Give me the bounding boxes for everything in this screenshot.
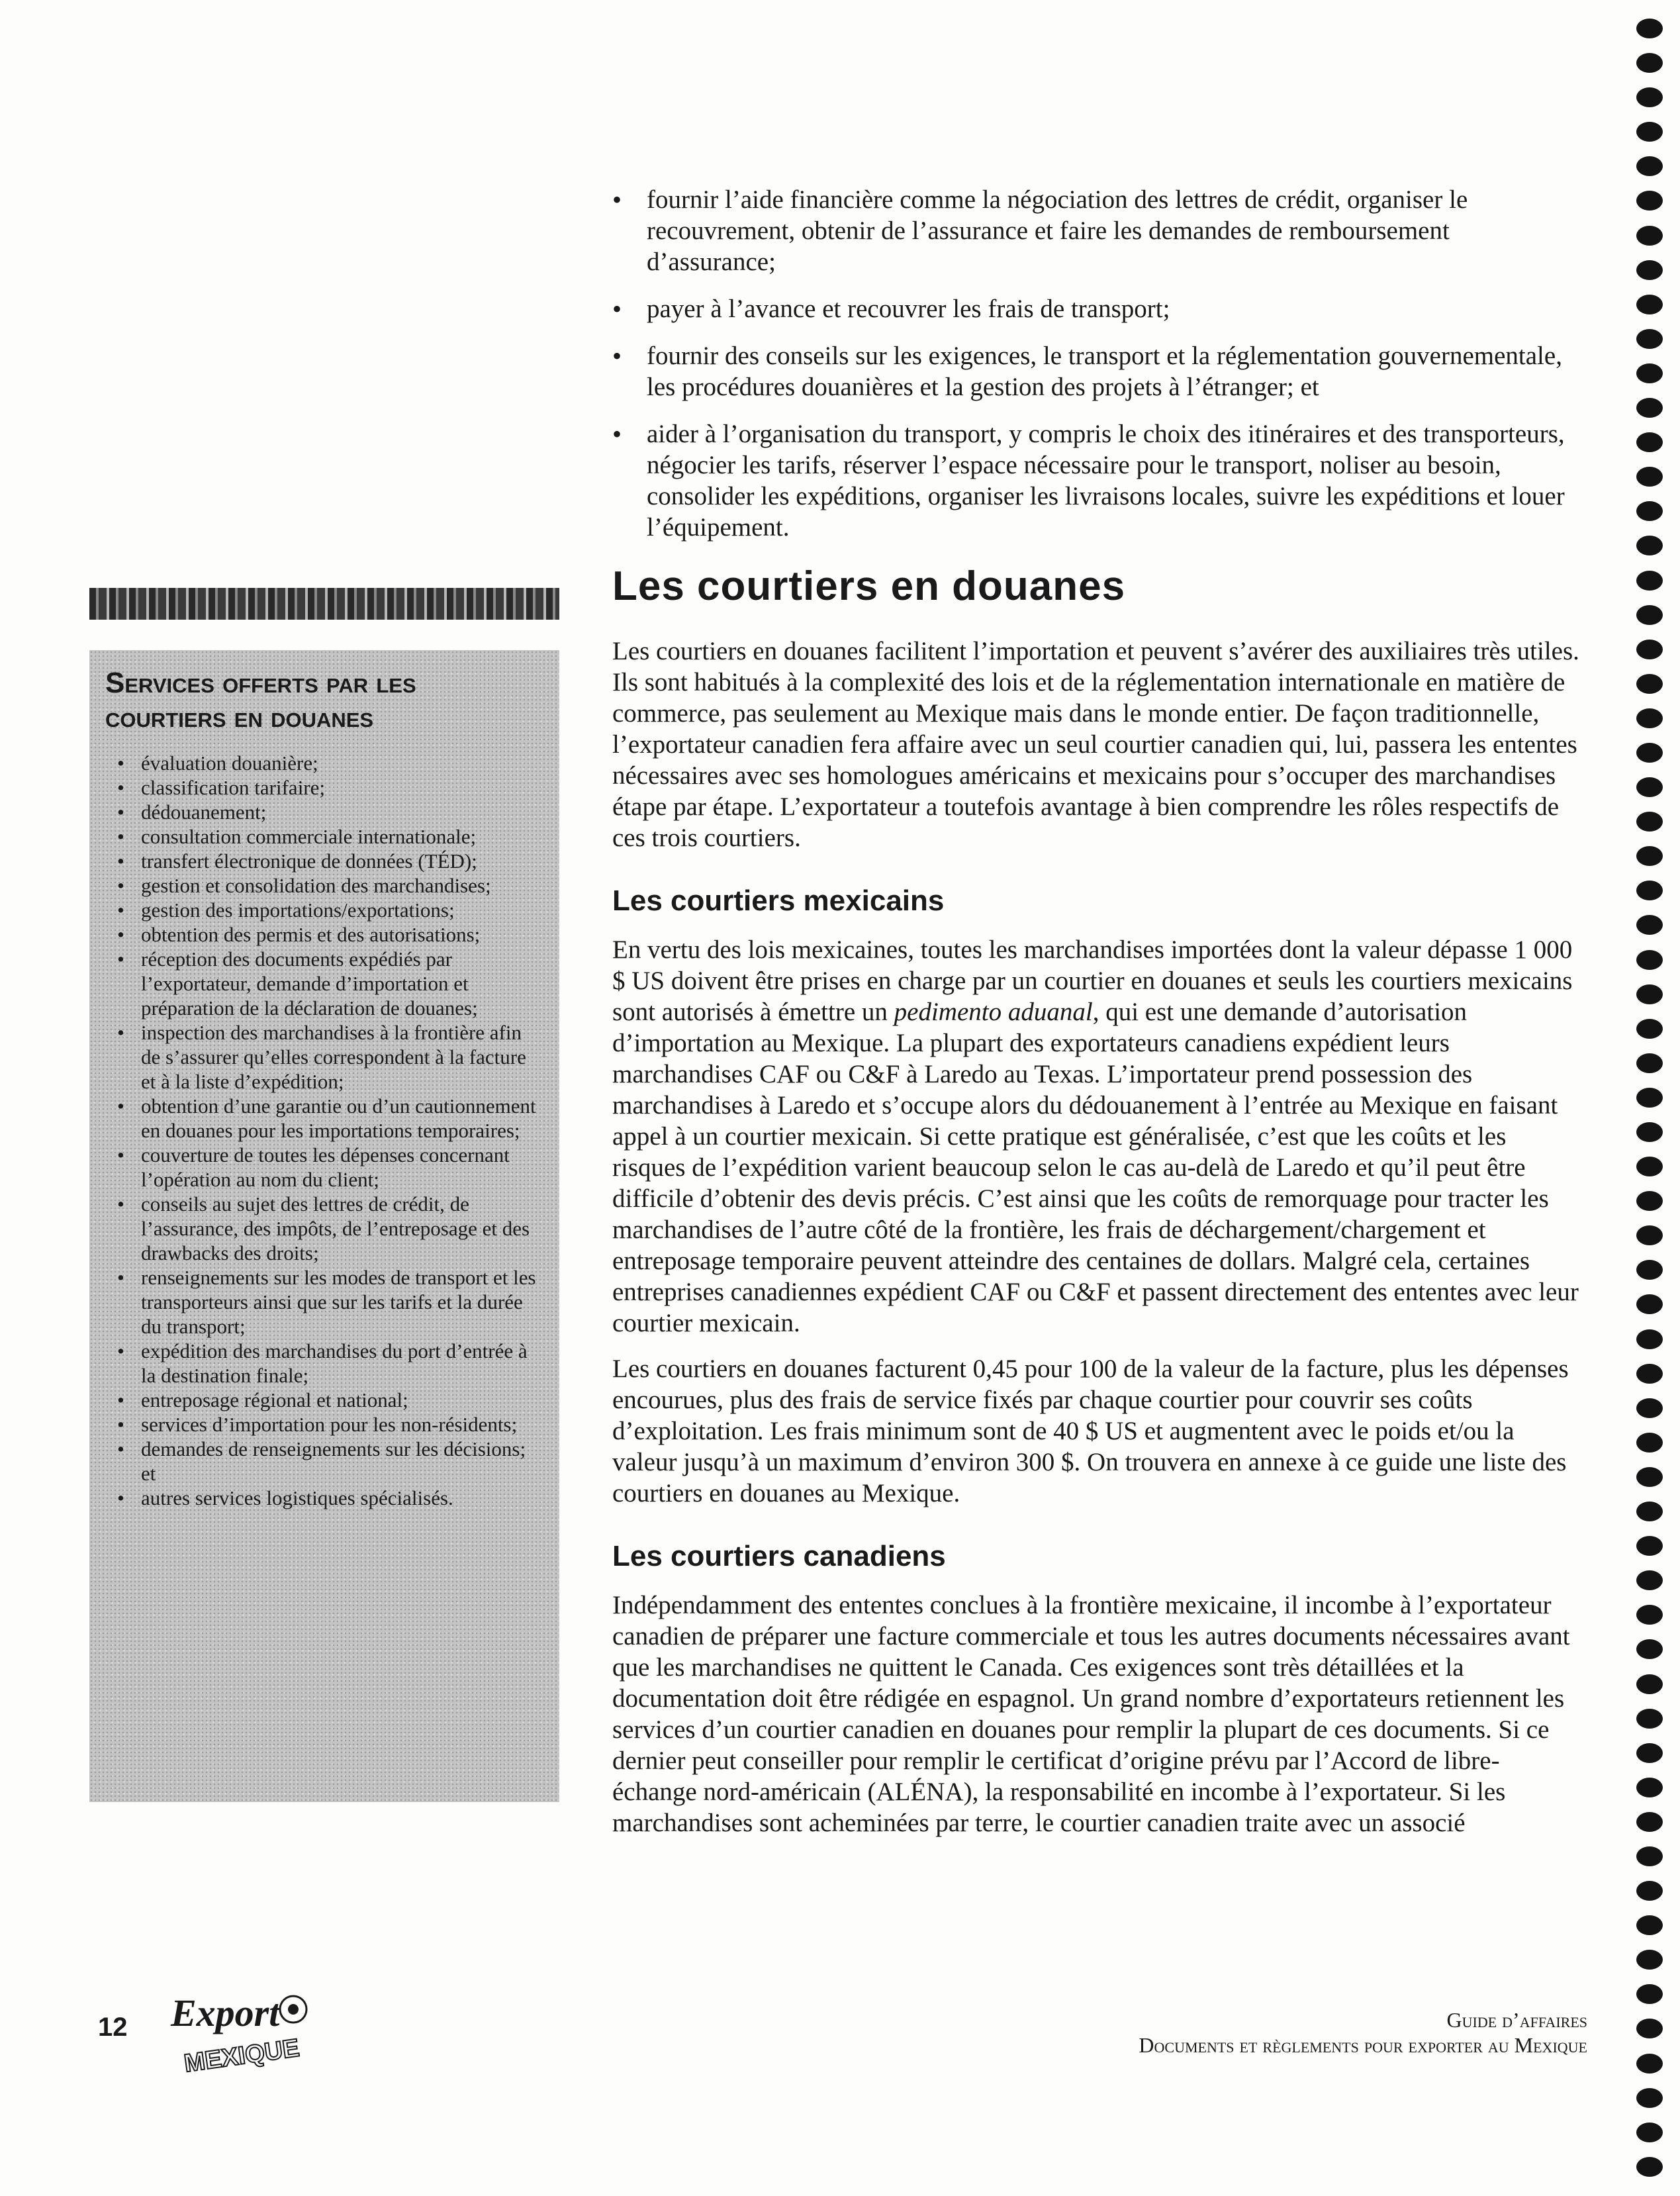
binding-hole <box>1636 1743 1663 1763</box>
binding-hole <box>1636 777 1663 797</box>
binding-hole <box>1636 1639 1663 1659</box>
binding-hole <box>1636 1674 1663 1694</box>
binding-hole <box>1636 1260 1663 1280</box>
sidebar-title <box>105 666 543 735</box>
binding-hole <box>1636 640 1663 659</box>
binding-hole <box>1636 743 1663 763</box>
binding-hole <box>1636 1915 1663 1935</box>
binding-hole <box>1636 295 1663 314</box>
binding-hole <box>1636 1329 1663 1349</box>
sidebar-list-item: • conseils au sujet des lettres de crédit, de l’assurance, des impôts, de l’entreposage et des drawbacks des droits; <box>105 1192 543 1265</box>
binding-hole <box>1636 2157 1663 2177</box>
intro-bullet-list <box>612 184 1582 543</box>
sidebar-list-item: • transfert électronique de données (TÉD); <box>105 849 543 873</box>
sidebar-list-item: • gestion et consolidation des marchandises; <box>105 873 543 898</box>
binding-hole <box>1636 1846 1663 1866</box>
sidebar-list-item: • obtention des permis et des autorisations; <box>105 922 543 947</box>
binding-hole <box>1636 1157 1663 1176</box>
sidebar-list-item: • obtention d’une garantie ou d’un cautionnement en douanes pour les importations temporaires; <box>105 1094 543 1143</box>
list-item: • aider à l’organisation du transport, y compris le choix des itinéraires et des transporteurs, négocier les tarifs, réserver l’espace nécessaire pour le transport, noliser au besoin, consolider les expéditions, organiser les livraisons locales, suivre les expéditions et louer l’équipement. <box>612 418 1582 543</box>
binding-hole <box>1636 1950 1663 1970</box>
sidebar-list-item: • entreposage régional et national; <box>105 1388 543 1412</box>
binding-hole <box>1636 1467 1663 1487</box>
binding-hole <box>1636 398 1663 418</box>
binding-hole <box>1636 260 1663 280</box>
binding-hole <box>1636 329 1663 349</box>
binding-hole <box>1636 191 1663 211</box>
sidebar-list-item: • consultation commerciale internationale; <box>105 824 543 849</box>
sidebar-title-line: courtiers en douanes <box>105 701 374 734</box>
sidebar-list-item: • gestion des importations/exportations; <box>105 898 543 922</box>
binding-hole <box>1636 1433 1663 1453</box>
binding-hole <box>1636 122 1663 142</box>
footer <box>1139 2007 1587 2058</box>
mexicains-paragraph-1 <box>612 934 1582 1339</box>
guide-subtitle: Documents et règlements pour exporter au Mexique <box>1139 2033 1587 2057</box>
sidebar-title-line: Services offerts par les <box>105 667 416 699</box>
binding-hole <box>1636 1881 1663 1901</box>
main-column <box>612 184 1582 1853</box>
binding-hole <box>1636 1088 1663 1108</box>
sidebar-list-item: • services d’importation pour les non-résidents; <box>105 1412 543 1437</box>
binding-hole <box>1636 1191 1663 1211</box>
canadiens-paragraph-1: Indépendamment des ententes conclues à la frontière mexicaine, il incombe à l’exportateur canadien de préparer une facture commerciale et tous les autres documents nécessaires avant que les marchandises ne quittent le Canada. Ces exigences sont très détaillées et la documentation doit être rédigée en espagnol. Un grand nombre d’exportateurs retiennent les services d’un courtier canadien en douanes pour remplir la plupart de ces documents. Si ce dernier peut conseiller pour remplir le certificat d’origine prévu par l’Accord de libre-échange nord-américain (ALÉNA), la responsabilité en incombe à l’exportateur. Si les marchandises sont acheminées par terre, le courtier canadien traite avec un associé <box>612 1591 1570 1837</box>
binding-hole <box>1636 1398 1663 1418</box>
binding-hole <box>1636 501 1663 521</box>
binding-hole <box>1636 708 1663 728</box>
binding-hole <box>1636 19 1663 38</box>
binding-hole <box>1636 536 1663 555</box>
spanish-term: pedimento aduanal <box>894 998 1093 1026</box>
sidebar-list-item: • réception des documents expédiés par l’exportateur, demande d’importation et préparation de la déclaration de douanes; <box>105 947 543 1020</box>
binding-hole <box>1636 1225 1663 1245</box>
binding-hole <box>1636 881 1663 900</box>
page-number: 12 <box>98 2013 128 2042</box>
logo-line-2: MEXIQUE <box>182 2034 301 2078</box>
sidebar-list-item: • renseignements sur les modes de transport et les transporteurs ainsi que sur les tarifs et la durée du transport; <box>105 1265 543 1339</box>
sidebar-list-item: • couverture de toutes les dépenses concernant l’opération au nom du client; <box>105 1143 543 1192</box>
sidebar-services-list <box>105 751 543 1510</box>
binding-hole <box>1636 846 1663 866</box>
binding-hole <box>1636 2123 1663 2142</box>
paragraph-text: En vertu des lois mexicaines, toutes les marchandises importées dont la valeur dépasse 1 000 $ US doivent être prises en charge par un courtier en douanes et seuls les courtiers mexicains sont autorisés à émettre un <box>612 935 1573 1026</box>
mexicains-paragraph-2: Les courtiers en douanes facturent 0,45 pour 100 de la valeur de la facture, plus les dépenses encourues, plus des frais de service fixés par chaque courtier pour couvrir ses coûts d’exploitation. Les frais minimum sont de 40 $ US et augmentent avec le poids et/ou la valeur jusqu’à un maximum d’environ 300 $. On trouvera en annexe à ce guide une liste des courtiers en douanes au Mexique. <box>612 1355 1569 1507</box>
binding-hole <box>1636 2088 1663 2108</box>
sidebar-list-item: • évaluation douanière; <box>105 751 543 775</box>
sidebar-list-item: • classification tarifaire; <box>105 775 543 800</box>
binding-hole <box>1636 950 1663 970</box>
paragraph-text: , qui est une demande d’autorisation d’importation au Mexique. La plupart des exportateurs canadiens expédient leurs marchandises CAF ou C&F à Laredo au Texas. L’importateur prend possession des marchandises à Laredo et s’occupe alors du dédouanement à l’entrée au Mexique en faisant appel à un courtier mexicain. Si cette pratique est généralisée, c’est que les coûts et les risques de l’expédition varient beaucoup selon le cas au-delà de Laredo et qu’il peut être difficile d’obtenir des devis précis. C’est ainsi que les coûts de remorquage pour tracter les marchandises de l’autre côté de la frontière, les frais de déchargement/chargement et entreposage temporaire peuvent atteindre des centaines de dollars. Malgré cela, certaines entreprises canadiennes expédient CAF ou C&F et passent directement des ententes avec leur courtier mexicain. <box>612 998 1579 1337</box>
binding-hole <box>1636 1053 1663 1073</box>
binding-hole <box>1636 1019 1663 1039</box>
guide-title: Guide d’affaires <box>1446 2008 1587 2032</box>
binding-hole <box>1636 467 1663 487</box>
binding-hole <box>1636 1364 1663 1384</box>
binding-hole <box>1636 1605 1663 1625</box>
logo-dot-icon <box>288 2004 299 2015</box>
binding-hole <box>1636 53 1663 73</box>
binding-hole <box>1636 87 1663 107</box>
section-heading: Les courtiers en douanes <box>612 563 1126 609</box>
binding-hole <box>1636 226 1663 246</box>
list-item: • payer à l’avance et recouvrer les frais de transport; <box>612 293 1582 324</box>
binding-hole <box>1636 1122 1663 1142</box>
binding-hole <box>1636 1536 1663 1556</box>
binding-hole <box>1636 2054 1663 2074</box>
binding-hole <box>1636 812 1663 832</box>
spiral-binding <box>1636 19 1667 2177</box>
sidebar-list-item: • expédition des marchandises du port d’entrée à la destination finale; <box>105 1339 543 1388</box>
binding-hole <box>1636 1778 1663 1797</box>
logo-line-1: Export <box>171 1991 280 2034</box>
binding-hole <box>1636 1984 1663 2004</box>
binding-hole <box>1636 156 1663 176</box>
list-item: • fournir des conseils sur les exigences, le transport et la réglementation gouvernementale, les procédures douanières et la gestion des projets à l’étranger; et <box>612 340 1582 403</box>
binding-hole <box>1636 571 1663 591</box>
binding-hole <box>1636 1812 1663 1832</box>
export-mexique-logo <box>164 1980 316 2079</box>
sidebar-list-item: • inspection des marchandises à la frontière afin de s’assurer qu’elles correspondent à la facture et à la liste d’expédition; <box>105 1020 543 1094</box>
sidebar-list-item: • demandes de renseignements sur les décisions; et <box>105 1437 543 1486</box>
binding-hole <box>1636 984 1663 1004</box>
sidebar-box <box>89 650 559 1802</box>
binding-hole <box>1636 363 1663 383</box>
list-item: • fournir l’aide financière comme la négociation des lettres de crédit, organiser le recouvrement, obtenir de l’assurance et faire les demandes de remboursement d’assurance; <box>612 184 1582 277</box>
binding-hole <box>1636 915 1663 935</box>
binding-hole <box>1636 605 1663 625</box>
subheading-mexicains: Les courtiers mexicains <box>612 884 945 917</box>
binding-hole <box>1636 2019 1663 2038</box>
binding-hole <box>1636 1570 1663 1590</box>
binding-hole <box>1636 1294 1663 1314</box>
binding-hole <box>1636 432 1663 452</box>
binding-hole <box>1636 674 1663 694</box>
binding-hole <box>1636 1502 1663 1521</box>
sidebar-decorative-bar <box>89 588 559 620</box>
section-intro-paragraph: Les courtiers en douanes facilitent l’importation et peuvent s’avérer des auxiliaires très utiles. Ils sont habitués à la complexité des lois et de la réglementation internationale en matière de commerce, pas seulement au Mexique mais dans le monde entier. De façon traditionnelle, l’exportateur canadien fera affaire avec un seul courtier canadien qui, lui, passera les ententes nécessaires avec ses homologues américains et mexicains pour s’occuper des marchandises étape par étape. L’exportateur a toutefois avantage à bien comprendre les rôles respectifs de ces trois courtiers. <box>612 637 1579 852</box>
sidebar-list-item: • autres services logistiques spécialisés. <box>105 1486 543 1510</box>
sidebar-list-item: • dédouanement; <box>105 800 543 824</box>
binding-hole <box>1636 1709 1663 1729</box>
subheading-canadiens: Les courtiers canadiens <box>612 1540 946 1572</box>
